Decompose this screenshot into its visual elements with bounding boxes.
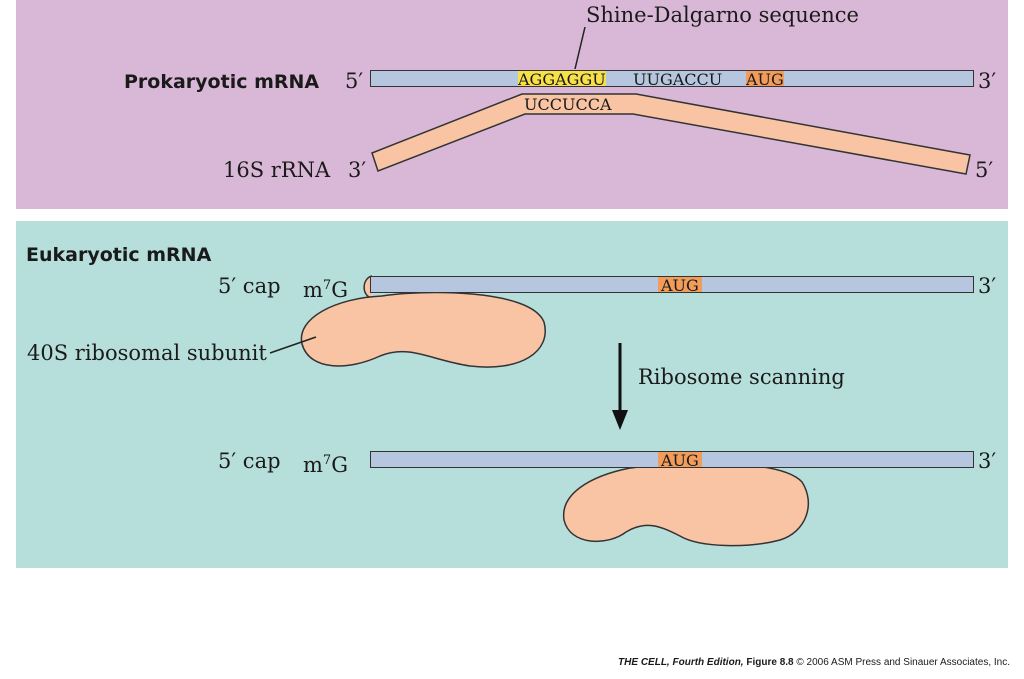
m7g-superscript-top: 7: [322, 278, 332, 293]
40s-subunit-label: 40S ribosomal subunit: [27, 341, 267, 365]
prokaryotic-mrna-title: Prokaryotic mRNA: [124, 71, 320, 93]
m7g-tail-top: G: [331, 278, 348, 302]
eukaryotic-3-prime-top: 3′: [978, 274, 997, 298]
rrna-complementary-sequence: UCCUCCA: [524, 95, 612, 114]
m7g-superscript-bottom: 7: [322, 453, 332, 468]
prokaryotic-start-codon: AUG: [746, 70, 784, 89]
figure-credit: [618, 657, 1010, 668]
prokaryotic-3-prime: 3′: [978, 69, 997, 93]
m7g-label-top: [303, 274, 348, 302]
rrna-5-prime: 5′: [975, 158, 994, 182]
prokaryotic-5-prime: 5′: [345, 69, 364, 93]
eukaryotic-mrna-title: Eukaryotic mRNA: [26, 244, 212, 266]
5-prime-cap-label-top: 5′ cap: [218, 274, 281, 298]
spacer-sequence: UUGACCU: [633, 70, 723, 89]
credit-book: THE CELL, Fourth Edition,: [618, 657, 744, 668]
shine-dalgarno-sequence: AGGAGGU: [518, 70, 606, 89]
eukaryotic-start-codon-top: AUG: [658, 277, 702, 292]
shine-dalgarno-label: Shine-Dalgarno sequence: [586, 3, 859, 27]
scanning-arrow-head: [612, 410, 628, 430]
5-prime-cap-label-bottom: 5′ cap: [218, 449, 281, 473]
40s-subunit-bottom: [564, 463, 809, 545]
m7g-tail-bottom: G: [331, 453, 348, 477]
shine-dalgarno-pointer: [575, 27, 585, 69]
credit-copyright: © 2006 ASM Press and Sinauer Associates, Inc.: [796, 657, 1010, 668]
16s-rrna-strand: [372, 94, 970, 174]
ribosome-scanning-label: Ribosome scanning: [638, 365, 845, 389]
40s-subunit-top: [301, 293, 545, 368]
eukaryotic-3-prime-bottom: 3′: [978, 449, 997, 473]
m7g-base-bottom: m: [303, 453, 323, 477]
m7g-label-bottom: [303, 449, 348, 477]
m7g-base-top: m: [303, 278, 323, 302]
rrna-3-prime: 3′: [348, 158, 367, 182]
credit-figure: Figure 8.8: [746, 657, 794, 668]
eukaryotic-start-codon-bottom: AUG: [658, 452, 702, 467]
16s-rrna-label: 16S rRNA: [223, 158, 331, 182]
